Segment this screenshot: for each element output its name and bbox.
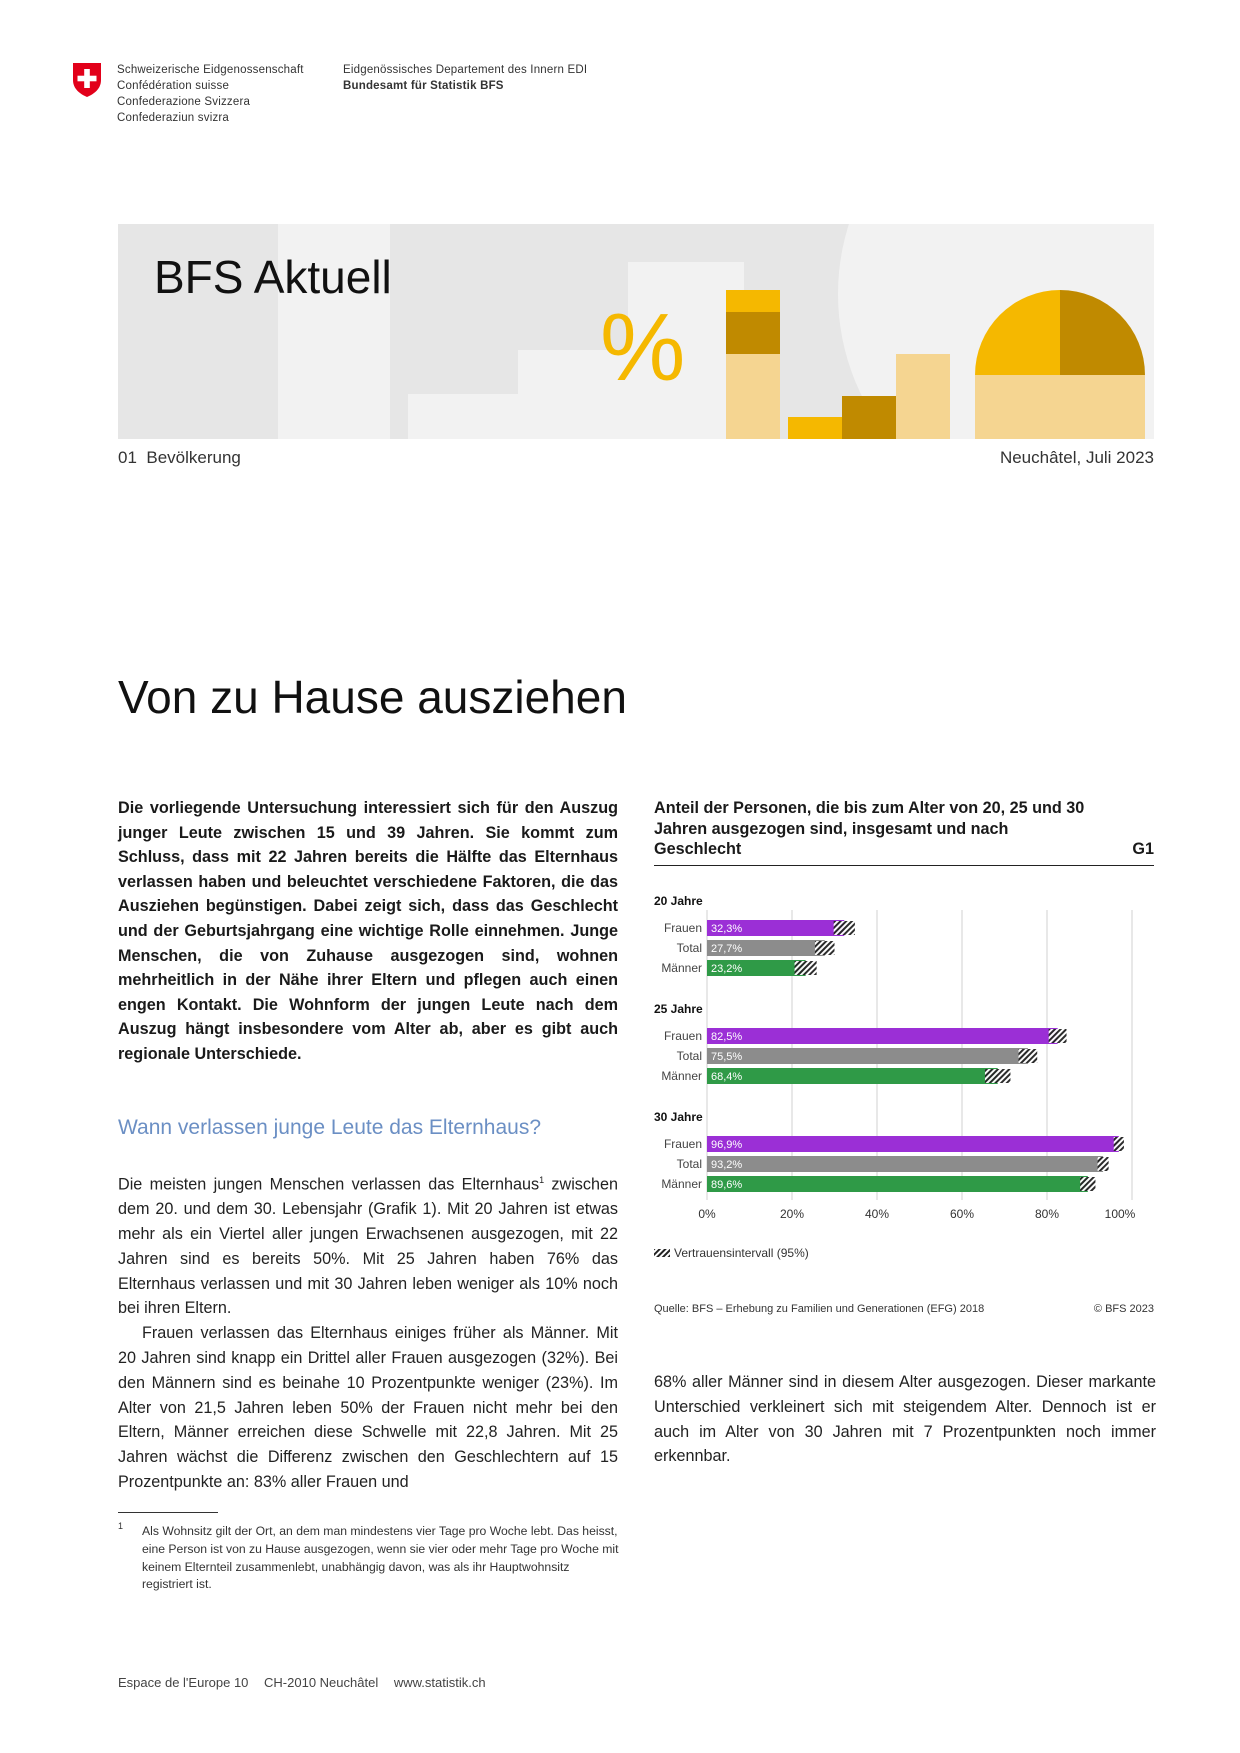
chart-copyright: © BFS 2023 [1093, 1303, 1154, 1315]
body-paragraph: Frauen verlassen das Elternhaus einiges früher als Männer. Mit 20 Jahren sind knapp ein Drittel aller Frauen ausgezogen (32%). Bei den Männern sind es beinahe 10 Prozentpunkte weniger (23%). Im Alter von 21,5 Jahren leben 50% der Frauen nicht mehr bei den Eltern, Männer erreichen diese Schwelle mit 22,8 Jahren. Mit 25 Jahren wächst die Differenz zwischen den Geschlechtern auf 15 Prozentpunkte an: 83% aller Frauen und [118, 1324, 618, 1491]
confidence-interval [985, 1069, 1011, 1083]
confidence-interval [834, 921, 855, 935]
footnote-reference[interactable]: 1 [539, 1175, 545, 1185]
x-tick-label: 60% [949, 1207, 975, 1221]
bar-value-label: 93,2% [711, 1159, 743, 1171]
bar-value-label: 68,4% [711, 1071, 743, 1083]
x-tick-label: 40% [864, 1207, 890, 1221]
category-label: Total [676, 1049, 702, 1063]
chart-id: G1 [1132, 840, 1154, 858]
group-label: 20 Jahre [654, 894, 703, 908]
body-text-column-1 [118, 1168, 618, 1495]
confidence-interval [1019, 1049, 1038, 1063]
confederation-line: Schweizerische Eidgenossenschaft [117, 64, 304, 76]
category-label: Männer [661, 1069, 702, 1083]
legend-hatch-swatch [654, 1249, 670, 1257]
body-text-column-2: 68% aller Männer sind in diesem Alter ausgezogen. Dieser markante Unterschied verkleinert sich mit steigendem Alter. Dennoch ist er auch im Alter von 30 Jahren mit 7 Prozentpunkten noch immer erkennbar. [654, 1373, 1156, 1466]
confederation-line: Confederaziun svizra [117, 112, 230, 124]
topic-label: 01 Bevölkerung [118, 448, 241, 467]
department-block [343, 62, 587, 94]
category-label: Total [676, 1157, 702, 1171]
group-label: 30 Jahre [654, 1110, 703, 1124]
bar-value-label: 23,2% [711, 963, 743, 975]
category-label: Männer [661, 1177, 702, 1191]
category-label: Männer [661, 961, 702, 975]
body-text: Die meisten jungen Menschen verlassen das Elternhaus [118, 1175, 540, 1194]
confidence-interval [1080, 1177, 1095, 1191]
confidence-interval [1114, 1137, 1124, 1151]
category-label: Frauen [663, 1029, 702, 1043]
place-date: Neuchâtel, Juli 2023 [999, 448, 1154, 467]
chart-title: Anteil der Personen, die bis zum Alter von 20, 25 und 30 Jahren ausgezogen sind, insgesamt und nach Geschlecht [654, 799, 1085, 858]
category-label: Frauen [663, 921, 702, 935]
footnote-text: Als Wohnsitz gilt der Ort, an dem man mindestens vier Tage pro Woche lebt. Das heisst, eine Person ist von zu Hause ausgezogen, wenn sie vier oder mehr Tage pro Woche mit keinem Elternteil zusammenlebt, unabhängig davon, was als ihr Hauptwohnsitz registriert ist. [142, 1524, 619, 1592]
confidence-interval [795, 961, 817, 975]
bar-value-label: 27,7% [711, 943, 743, 955]
bar-value-label: 75,5% [711, 1051, 743, 1063]
confidence-interval [1098, 1157, 1109, 1171]
lead-paragraph: Die vorliegende Untersuchung interessiert sich für den Auszug junger Leute zwischen 15 und 39 Jahren. Sie kommt zum Schluss, dass mit 22 Jahren bereits die Hälfte das Elternhaus verlassen haben und beleuchtet verschiedene Faktoren, die das Ausziehen begünstigen. Dabei zeigt sich, dass das Geschlecht und der Geburtsjahrgang eine wichtige Rolle einnehmen. Junge Menschen, die von Zuhause ausgezogen sind, wohnen mehrheitlich in der Nähe ihrer Eltern und pflegen auch einen engen Kontakt. Die Wohnform der jungen Leute nach dem Auszug hängt insbesondere vom Alter ab, aber es gibt auch regionale Unterschiede. [118, 799, 618, 1063]
publication-series-title: BFS Aktuell [154, 251, 392, 303]
bar-value-label: 32,3% [711, 923, 743, 935]
x-tick-label: 20% [779, 1207, 805, 1221]
confidence-interval [815, 941, 835, 955]
x-tick-label: 0% [698, 1207, 716, 1221]
body-text: zwischen dem 20. und dem 30. Lebensjahr (Grafik 1). Mit 20 Jahren ist etwas mehr als ein Viertel aller jungen Erwachsenen ausgezogen, mit 22 Jahren sind es bereits 50%. Mit 25 Jahren haben 76% das Elternhaus verlassen und mit 30 Jahren leben weniger als 10% noch bei ihren Eltern. [118, 1175, 618, 1318]
footer-website-link[interactable]: www.statistik.ch [393, 1675, 486, 1690]
footer-address: Espace de l'Europe 10 [118, 1675, 249, 1690]
department-name: Eidgenössisches Departement des Innern EDI [343, 64, 588, 76]
confidence-interval [1049, 1029, 1067, 1043]
footnote-divider [118, 1512, 218, 1513]
category-label: Total [676, 941, 702, 955]
body-paragraph [118, 1168, 618, 1321]
bar-chart [654, 880, 1154, 1270]
bar-value-label: 89,6% [711, 1179, 743, 1191]
bar-value-label: 82,5% [711, 1031, 743, 1043]
bar [707, 1048, 1028, 1064]
bar [707, 1028, 1058, 1044]
page-footer [118, 1675, 498, 1690]
confederation-line: Confédération suisse [117, 80, 230, 92]
chart-source: Quelle: BFS – Erhebung zu Familien und Generationen (EFG) 2018 [654, 1303, 985, 1315]
section-heading: Wann verlassen junge Leute das Elternhaus? [118, 1116, 541, 1139]
swiss-coat-of-arms-icon [72, 62, 102, 98]
bar-value-label: 96,9% [711, 1139, 743, 1151]
x-tick-label: 80% [1034, 1207, 1060, 1221]
bar [707, 1136, 1119, 1152]
page-title: Von zu Hause ausziehen [118, 671, 627, 723]
confederation-line: Confederazione Svizzera [117, 96, 251, 108]
confederation-names [117, 62, 304, 126]
category-label: Frauen [663, 1137, 702, 1151]
footnote-number: 1 [118, 1521, 124, 1531]
footer-city: CH-2010 Neuchâtel [264, 1675, 379, 1690]
bar [707, 1068, 998, 1084]
group-label: 25 Jahre [654, 1002, 703, 1016]
office-name: Bundesamt für Statistik BFS [343, 80, 504, 92]
percent-symbol: % [600, 294, 686, 401]
bar [707, 1156, 1103, 1172]
legend-label: Vertrauensintervall (95%) [674, 1246, 809, 1260]
chart-title-rule [654, 865, 1154, 866]
bar [707, 1176, 1088, 1192]
x-tick-label: 100% [1104, 1207, 1136, 1221]
